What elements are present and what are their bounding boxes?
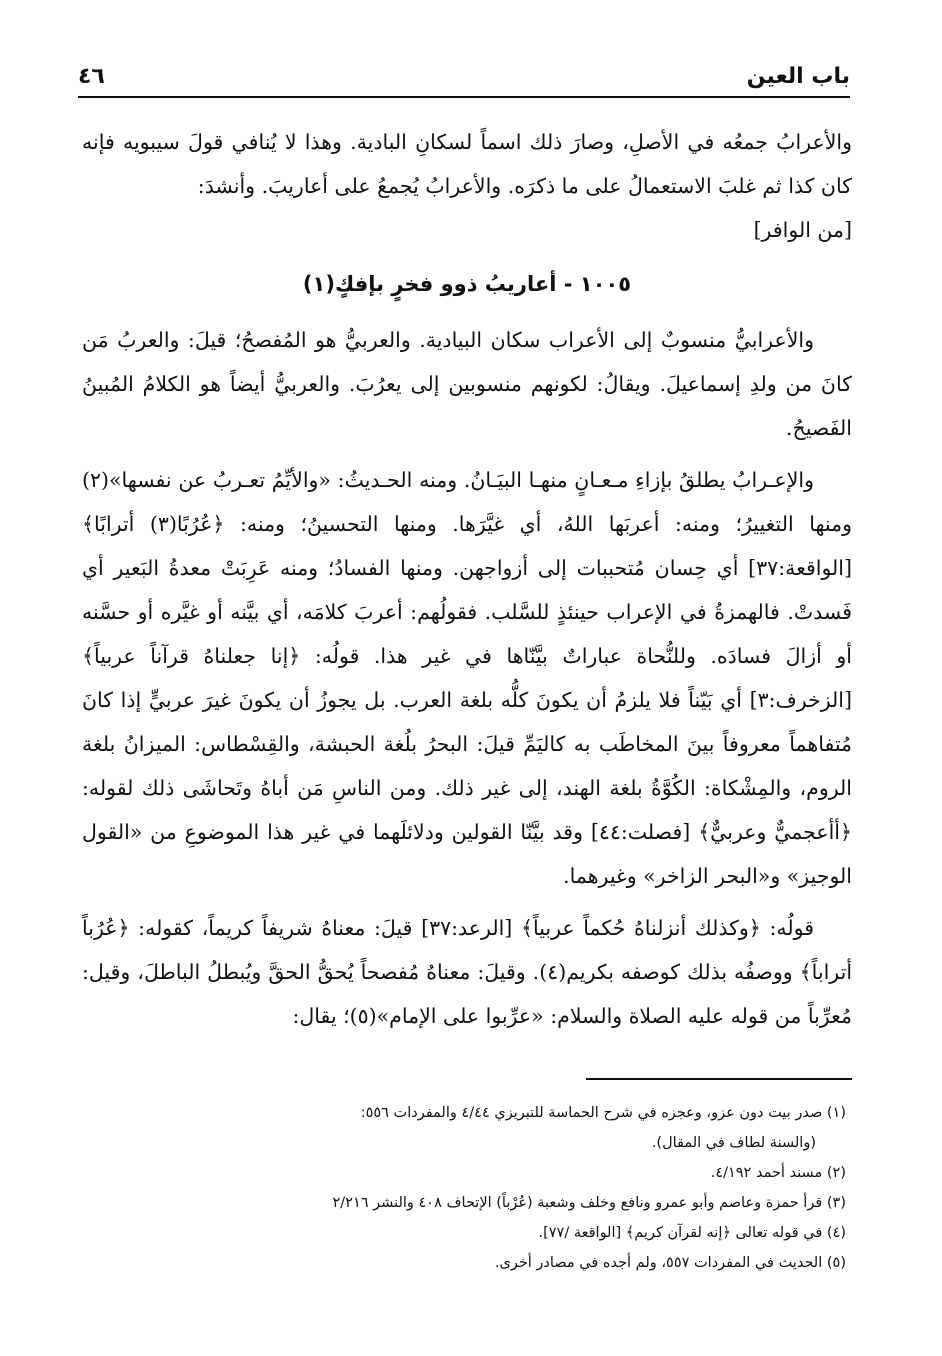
footnote-5: (٥) الحديث في المفردات ٥٥٧، ولم أجده في مصادر أخرى. — [494, 1255, 846, 1271]
page-header — [78, 56, 850, 98]
main-text — [82, 120, 852, 1038]
chapter-title: باب العين — [746, 63, 850, 89]
footnote-2: (٢) مسند أحمد ٤/١٩٢. — [710, 1165, 846, 1181]
footnote-1-continuation: (والسنة لطاف في المقال). — [651, 1135, 816, 1151]
paragraph-3: والإعـرابُ يطلقُ بإزاءِ مـعـانٍ منهـا البيَـانُ. ومنه الحـديثُ: «والأيِّمُ تعـربُ عن نفسها»(٢) ومنها التغييرُ؛ ومنه: أعربَها اللهُ، أي غيَّرَها. ومنها التحسينُ؛ ومنه: ﴿عُرُبًا(٣) أترابًا﴾ [الواقعة:٣٧] أي حِسان مُتحببات إلى أزواجهن. ومنها الفسادُ؛ ومنه عَرِبَتْ معدةُ البَعير أي فَسدتْ. فالهمزةُ في الإعراب حينئذٍ للسَّلب. فقولُهم: أعربَ كلامَه، أي بيَّنه أو غيَّره أو حسَّنه أو أزالَ فسادَه. وللنُّحاة عباراتٌ بيَّنّاها في غير هذا. قولُه: ﴿إنا جعلناهُ قرآناً عربياً﴾ [الزخرف:٣] أي بَيّناً فلا يلزمُ أن يكونَ كلُّه بلغة العرب. بل يجوزُ أن يكونَ غيرَ عربيٍّ إذا كانَ مُتفاهماً معروفاً بينَ المخاطَب به كاليَمِّ قيلَ: البحرُ بلُغة الحبشة، والقِسْطاس: الميزانُ بلغة الروم، والمِشْكاة: الكُوَّةُ بلغة الهند، إلى غير ذلك. ومن الناسِ مَن أباهُ وتَحاشَى ذلك لقوله: ﴿أأعجميٌّ وعربيٌّ﴾ [فصلت:٤٤] وقد بيَّنّا القولين ودلائلَهما في غير هذا الموضوعِ من «القول الوجيز» و«البحر الزاخر» وغيرهما. — [82, 468, 852, 888]
footnotes — [90, 1100, 846, 1280]
paragraph-2: والأعرابيُّ منسوبٌ إلى الأعراب سكان البيادية. والعربيُّ هو المُفصحُ؛ قيلَ: والعربُ مَن كانَ من ولدِ إسماعيلَ. ويقالُ: لكونهم منسوبين إلى يعرُبَ. والعربيُّ أيضاً هو الكلامُ المُبينُ الفَصيحُ. — [82, 328, 852, 440]
footnote-divider — [586, 1078, 852, 1080]
footnote-1: (١) صدر بيت دون عزو، وعجزه في شرح الحماسة للتبريزي ٤/٤٤ والمفردات ٥٥٦: — [360, 1105, 846, 1121]
paragraph-1: والأعرابُ جمعُه في الأصلِ، وصارَ ذلك اسماً لسكانِ البادية. وهذا لا يُنافي قولَ سيبويه فإنه كان كذا ثم غلبَ الاستعمالُ على ما ذكرَه. والأعرابُ يُجمعُ على أعاريبَ. وأنشدَ: — [82, 130, 852, 198]
poetic-meter-label: [من الوافر] — [753, 218, 852, 242]
verse-line: ١٠٠٥ - أعاريبُ ذوو فخرٍ بإفكٍ(١) — [302, 272, 632, 296]
page-number: ٤٦ — [78, 63, 105, 89]
footnote-3: (٣) قرأ حمزة وعاصم وأبو عمرو ونافع وخلف وشعبة (عُرْباً) الإتحاف ٤٠٨ والنشر ٢/٢١٦ — [332, 1195, 846, 1211]
paragraph-4: قولُه: ﴿وكذلك أنزلناهُ حُكماً عربياً﴾ [الرعد:٣٧] قيلَ: معناهُ شريفاً كريماً، كقوله: ﴿عُرُباً أتراباً﴾ ووصفُه بذلك كوصفه بكريم(٤). وقيلَ: معناهُ مُفصحاً يُحقُّ الحقَّ ويُبطلُ الباطلَ، وقيل: مُعرِّباً من قوله عليه الصلاة والسلام: «عرِّبوا على الإمام»(٥)؛ يقال: — [82, 916, 853, 1028]
footnote-4: (٤) في قوله تعالى ﴿إنه لقرآن كريم﴾ [الواقعة /٧٧]. — [538, 1225, 846, 1241]
